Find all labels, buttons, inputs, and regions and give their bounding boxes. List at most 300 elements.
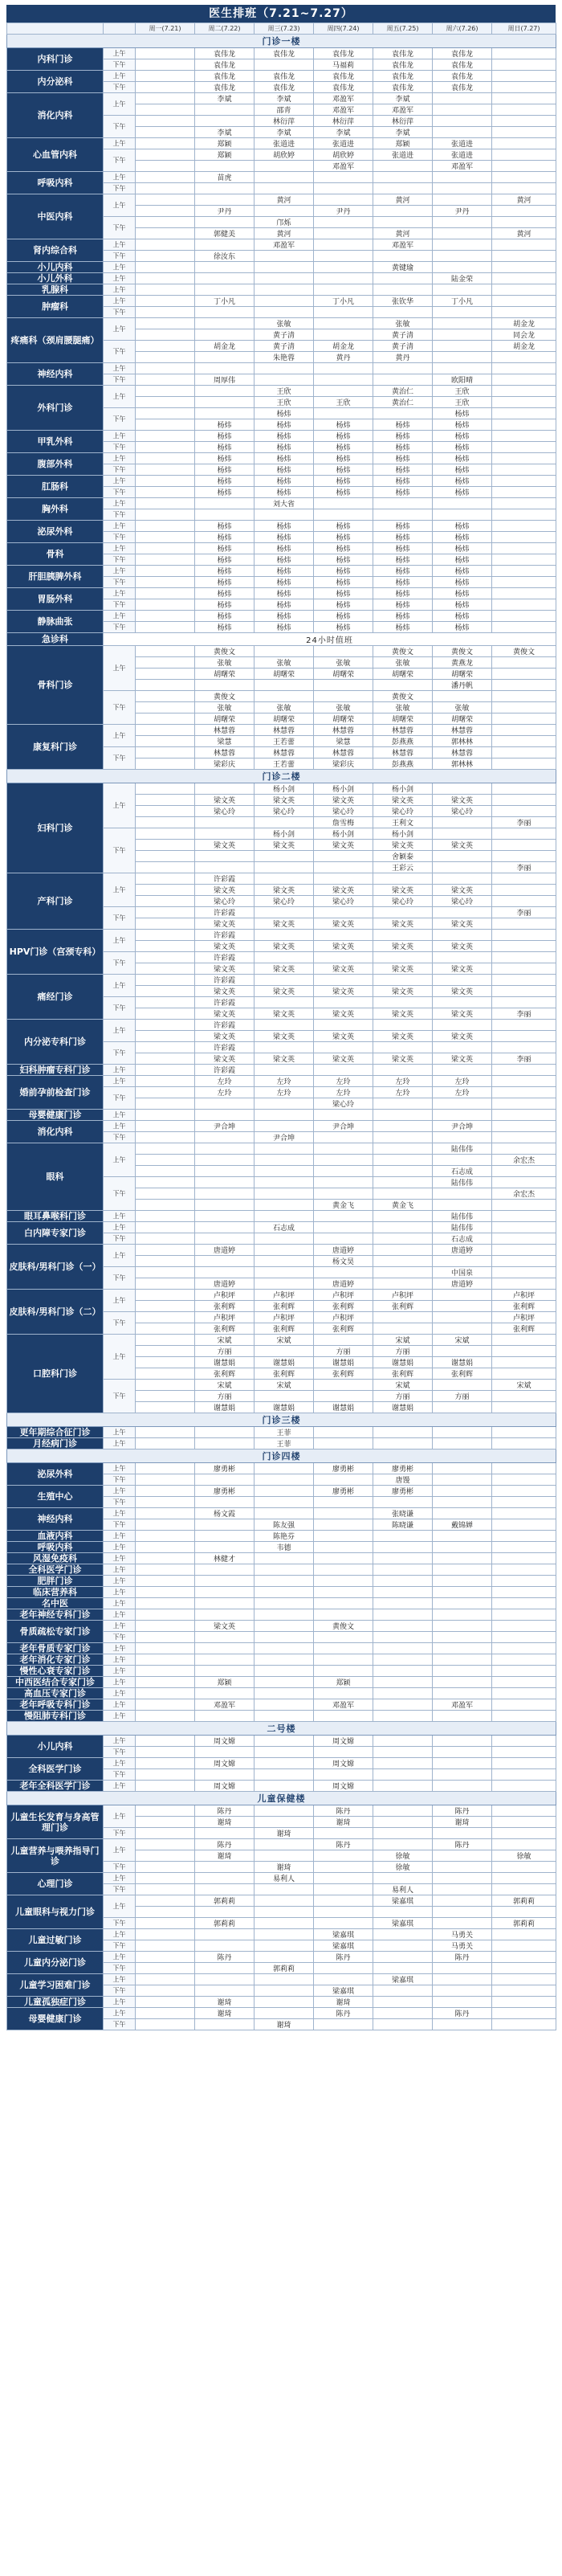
doctor-cell [433, 341, 492, 352]
doctor-cell [195, 352, 255, 363]
doctor-cell [373, 1929, 433, 1940]
table-row [7, 2008, 556, 2019]
doctor-cell: 梁文英 [433, 963, 492, 975]
period-label: 上午 [104, 48, 136, 59]
doctor-cell [136, 273, 195, 284]
period-label: 下午 [104, 341, 136, 363]
doctor-cell: 陈丹 [433, 1805, 492, 1817]
doctor-cell: 胡曙荣 [255, 714, 314, 725]
doctor-cell [433, 1132, 492, 1143]
doctor-cell [195, 329, 255, 341]
doctor-cell [373, 1805, 433, 1817]
doctor-cell [314, 318, 373, 329]
doctor-cell [136, 1497, 195, 1508]
doctor-cell [433, 1290, 492, 1301]
period-label: 下午 [104, 1177, 136, 1211]
doctor-cell [136, 1053, 195, 1065]
doctor-cell [195, 1929, 255, 1940]
period-label: 下午 [104, 1985, 136, 1997]
doctor-cell [255, 1781, 314, 1792]
period-label: 上午 [104, 588, 136, 599]
doctor-cell [136, 1884, 195, 1895]
doctor-cell [255, 1564, 314, 1576]
doctor-cell: 陈艳芬 [255, 1531, 314, 1542]
doctor-cell [373, 1711, 433, 1722]
doctor-cell [314, 1474, 373, 1486]
table-row [7, 194, 556, 206]
doctor-cell [492, 1839, 556, 1850]
doctor-cell: 尹合坤 [433, 1121, 492, 1132]
doctor-cell [314, 1335, 373, 1346]
doctor-cell [492, 669, 556, 680]
period-label: 上午 [104, 318, 136, 341]
doctor-cell [195, 817, 255, 828]
table-row [7, 1997, 556, 2008]
doctor-cell [492, 588, 556, 599]
doctor-cell: 梁心玲 [314, 1098, 373, 1110]
doctor-cell [492, 1576, 556, 1587]
department-name: 血液内科 [7, 1531, 104, 1542]
doctor-cell [136, 1087, 195, 1098]
doctor-cell [255, 1278, 314, 1290]
doctor-cell [136, 1301, 195, 1312]
doctor-cell [433, 851, 492, 862]
doctor-cell [255, 1391, 314, 1402]
doctor-cell: 陆金荣 [433, 273, 492, 284]
doctor-cell [195, 284, 255, 296]
doctor-cell [255, 307, 314, 318]
doctor-cell [136, 251, 195, 262]
doctor-cell [492, 828, 556, 840]
schedule-sheet [6, 5, 556, 2030]
doctor-cell [136, 183, 195, 194]
doctor-cell [314, 851, 373, 862]
doctor-cell [433, 997, 492, 1008]
doctor-cell [136, 817, 195, 828]
period-label: 上午 [104, 725, 136, 747]
doctor-cell [195, 1985, 255, 1997]
doctor-cell [136, 1781, 195, 1792]
doctor-cell [373, 2008, 433, 2019]
doctor-cell [136, 1508, 195, 1519]
doctor-cell [492, 307, 556, 318]
doctor-cell: 徐敏 [492, 1850, 556, 1862]
doctor-cell [195, 1200, 255, 1211]
doctor-cell [136, 1076, 195, 1087]
doctor-cell [492, 1711, 556, 1722]
doctor-cell [373, 1427, 433, 1438]
doctor-cell [373, 1621, 433, 1632]
table-row [7, 1711, 556, 1722]
period-label: 上午 [104, 873, 136, 907]
doctor-cell: 胡曙荣 [373, 669, 433, 680]
doctor-cell [136, 318, 195, 329]
doctor-cell: 张敏 [255, 657, 314, 669]
period-label: 下午 [104, 2019, 136, 2030]
period-label: 上午 [104, 273, 136, 284]
doctor-cell: 丁小凡 [433, 296, 492, 307]
period-label: 下午 [104, 599, 136, 611]
table-row [7, 1576, 556, 1587]
doctor-cell [255, 1666, 314, 1677]
doctor-cell [433, 1587, 492, 1598]
doctor-cell [195, 1828, 255, 1839]
doctor-cell [492, 1256, 556, 1267]
doctor-cell [314, 273, 373, 284]
doctor-cell [492, 1952, 556, 1963]
doctor-cell [195, 1564, 255, 1576]
doctor-cell: 张道进 [433, 138, 492, 149]
doctor-cell [492, 1940, 556, 1952]
doctor-cell [373, 1531, 433, 1542]
doctor-cell [136, 1132, 195, 1143]
doctor-cell [314, 1042, 373, 1053]
doctor-cell: 左玲 [373, 1076, 433, 1087]
period-label: 上午 [104, 1245, 136, 1267]
doctor-cell [314, 1427, 373, 1438]
table-row [7, 646, 556, 657]
doctor-cell [433, 217, 492, 228]
doctor-cell [492, 680, 556, 691]
doctor-cell: 黄河 [492, 228, 556, 239]
doctor-cell: 张利辉 [373, 1301, 433, 1312]
doctor-cell [195, 1666, 255, 1677]
doctor-cell [136, 1929, 195, 1940]
doctor-cell [373, 1110, 433, 1121]
doctor-cell [195, 194, 255, 206]
doctor-cell: 陈丹 [314, 2008, 373, 2019]
doctor-cell [373, 1688, 433, 1699]
doctor-cell [433, 1312, 492, 1323]
doctor-cell: 梁文英 [373, 1053, 433, 1065]
doctor-cell [136, 1267, 195, 1278]
doctor-cell [136, 747, 195, 758]
doctor-cell [373, 1963, 433, 1974]
table-row [7, 431, 556, 442]
doctor-cell: 许彩霞 [195, 907, 255, 918]
doctor-cell [492, 1110, 556, 1121]
doctor-cell [433, 194, 492, 206]
period-label: 上午 [104, 363, 136, 374]
doctor-cell [314, 1711, 373, 1722]
doctor-cell [433, 691, 492, 702]
doctor-cell [492, 48, 556, 59]
doctor-cell [314, 1110, 373, 1121]
doctor-cell: 梁嘉琪 [373, 1918, 433, 1929]
doctor-cell: 杨炜 [195, 464, 255, 476]
doctor-cell [373, 498, 433, 509]
period-label: 上午 [104, 1609, 136, 1621]
doctor-cell: 郭莉莉 [255, 1963, 314, 1974]
doctor-cell: 林慧蓉 [195, 747, 255, 758]
doctor-cell [314, 329, 373, 341]
doctor-cell: 杨炜 [195, 599, 255, 611]
doctor-cell [492, 1098, 556, 1110]
doctor-cell [136, 657, 195, 669]
doctor-cell: 张敏 [255, 702, 314, 714]
doctor-cell: 梁文英 [314, 918, 373, 930]
doctor-cell [255, 1576, 314, 1587]
doctor-cell: 梁文英 [255, 941, 314, 952]
doctor-cell [255, 1166, 314, 1177]
doctor-cell: 廖勇彬 [314, 1463, 373, 1474]
doctor-cell [255, 646, 314, 657]
doctor-cell [136, 611, 195, 622]
doctor-cell: 许彩霞 [195, 975, 255, 986]
doctor-cell [373, 680, 433, 691]
doctor-cell [314, 1519, 373, 1531]
doctor-cell [255, 1121, 314, 1132]
doctor-cell [433, 1736, 492, 1747]
doctor-cell: 郭健美 [195, 228, 255, 239]
table-row [7, 1121, 556, 1132]
doctor-cell: 黄河 [255, 194, 314, 206]
doctor-cell: 林慧蓉 [373, 747, 433, 758]
department-name: 静脉曲张 [7, 611, 104, 633]
doctor-cell [195, 1598, 255, 1609]
period-label: 上午 [104, 1598, 136, 1609]
doctor-cell: 尹合坤 [195, 1121, 255, 1132]
period-label: 上午 [104, 930, 136, 952]
doctor-cell [136, 1110, 195, 1121]
doctor-cell [255, 1985, 314, 1997]
department-name: 肾内综合科 [7, 239, 104, 262]
doctor-cell [255, 1699, 314, 1711]
department-name: 皮肤科/男科门诊（一） [7, 1245, 104, 1290]
doctor-cell [255, 1907, 314, 1918]
doctor-cell [136, 1519, 195, 1531]
doctor-cell [492, 783, 556, 795]
department-name: 骨质疏松专家门诊 [7, 1621, 104, 1643]
doctor-cell: 袁伟龙 [373, 82, 433, 93]
doctor-cell: 尹丹 [195, 206, 255, 217]
doctor-cell: 胡曙荣 [314, 669, 373, 680]
doctor-cell [314, 498, 373, 509]
doctor-cell: 张利辉 [195, 1368, 255, 1380]
doctor-cell: 邓盈军 [433, 161, 492, 172]
doctor-cell [136, 48, 195, 59]
doctor-cell: 方丽 [433, 1391, 492, 1402]
doctor-cell [136, 397, 195, 408]
doctor-cell: 黄河 [373, 194, 433, 206]
doctor-cell [314, 1632, 373, 1643]
doctor-cell [492, 885, 556, 896]
doctor-cell [373, 307, 433, 318]
doctor-cell: 梁慧 [314, 736, 373, 747]
doctor-cell [433, 183, 492, 194]
doctor-cell: 谢慧娟 [314, 1402, 373, 1413]
doctor-cell [255, 1474, 314, 1486]
doctor-cell: 梁文英 [373, 918, 433, 930]
doctor-cell: 梁文英 [195, 918, 255, 930]
doctor-cell: 宋斌 [492, 1380, 556, 1391]
doctor-cell: 李斌 [373, 127, 433, 138]
period-label: 下午 [104, 307, 136, 318]
doctor-cell: 王欣 [255, 386, 314, 397]
doctor-cell: 张道进 [314, 138, 373, 149]
doctor-cell: 黄子清 [255, 329, 314, 341]
doctor-cell: 左玲 [195, 1076, 255, 1087]
doctor-cell [136, 1576, 195, 1587]
doctor-cell [492, 1020, 556, 1031]
doctor-cell: 左玲 [314, 1087, 373, 1098]
department-name: 神经内科 [7, 1508, 104, 1531]
doctor-cell [314, 1508, 373, 1519]
doctor-cell: 张敏 [433, 702, 492, 714]
department-name: 母婴健康门诊 [7, 1110, 104, 1121]
doctor-cell: 王利文 [373, 817, 433, 828]
doctor-cell [136, 828, 195, 840]
doctor-cell: 杨炜 [195, 611, 255, 622]
doctor-cell [195, 1654, 255, 1666]
doctor-cell [136, 442, 195, 453]
doctor-cell: 唐馒 [373, 1474, 433, 1486]
doctor-cell [373, 1609, 433, 1621]
doctor-cell [433, 1884, 492, 1895]
period-label: 下午 [104, 1474, 136, 1486]
department-name: 肛肠科 [7, 476, 104, 498]
section-header-row [7, 35, 556, 48]
doctor-cell [492, 1666, 556, 1677]
doctor-cell: 黄键瑜 [373, 262, 433, 273]
doctor-cell [492, 82, 556, 93]
department-name: 肝胆胰脾外科 [7, 566, 104, 588]
doctor-cell [255, 2008, 314, 2019]
doctor-cell [136, 669, 195, 680]
doctor-cell [492, 1278, 556, 1290]
doctor-cell [255, 817, 314, 828]
doctor-cell [373, 1121, 433, 1132]
doctor-cell [492, 2019, 556, 2030]
doctor-cell [492, 1368, 556, 1380]
doctor-cell [255, 374, 314, 386]
doctor-cell: 袁伟龙 [433, 59, 492, 71]
doctor-cell [195, 1576, 255, 1587]
doctor-cell: 卢积坪 [255, 1290, 314, 1301]
doctor-cell: 杨炜 [373, 521, 433, 532]
period-label: 上午 [104, 1666, 136, 1677]
department-name: 呼吸内科 [7, 172, 104, 194]
period-label: 上午 [104, 1781, 136, 1792]
doctor-cell [433, 1621, 492, 1632]
doctor-cell [492, 1907, 556, 1918]
doctor-cell [255, 1688, 314, 1699]
table-row [7, 566, 556, 577]
doctor-cell [492, 352, 556, 363]
table-row [7, 1736, 556, 1747]
doctor-cell: 梁文英 [433, 1031, 492, 1042]
table-row [7, 386, 556, 397]
doctor-cell [136, 1873, 195, 1884]
doctor-cell [136, 646, 195, 657]
table-row [7, 1222, 556, 1233]
department-name: 老年骨质专家门诊 [7, 1643, 104, 1654]
doctor-cell [373, 1907, 433, 1918]
department-name: 白内障专家门诊 [7, 1222, 104, 1245]
doctor-cell [492, 464, 556, 476]
doctor-cell [433, 817, 492, 828]
department-name: 口腔科门诊 [7, 1335, 104, 1413]
doctor-cell [373, 408, 433, 419]
doctor-cell: 梁彩庆 [195, 758, 255, 770]
doctor-cell [492, 1132, 556, 1143]
doctor-cell: 胡曙荣 [314, 714, 373, 725]
doctor-cell [373, 1233, 433, 1245]
doctor-cell: 杨炜 [433, 622, 492, 633]
department-name: 妇科门诊 [7, 783, 104, 873]
doctor-cell [195, 1688, 255, 1699]
doctor-cell [492, 1985, 556, 1997]
doctor-cell [373, 1278, 433, 1290]
doctor-cell [136, 1323, 195, 1335]
doctor-cell [433, 1598, 492, 1609]
doctor-cell: 黄金飞 [373, 1200, 433, 1211]
doctor-cell: 邝烁 [255, 217, 314, 228]
doctor-cell: 谢慧娟 [314, 1357, 373, 1368]
department-name: 泌尿外科 [7, 521, 104, 543]
doctor-cell: 袁伟龙 [314, 71, 373, 82]
doctor-cell: 袁伟龙 [195, 48, 255, 59]
doctor-cell [433, 1677, 492, 1688]
doctor-cell [136, 997, 195, 1008]
table-row [7, 1643, 556, 1654]
doctor-cell [255, 1609, 314, 1621]
doctor-cell: 谢慧娟 [195, 1357, 255, 1368]
period-label: 下午 [104, 1380, 136, 1413]
doctor-cell: 梁文英 [433, 1008, 492, 1020]
table-row [7, 1688, 556, 1699]
doctor-cell [492, 1542, 556, 1553]
doctor-cell: 杨炜 [255, 442, 314, 453]
schedule-body [7, 35, 556, 2030]
doctor-cell [492, 296, 556, 307]
table-row [7, 521, 556, 532]
doctor-cell [314, 1211, 373, 1222]
period-label: 上午 [104, 1621, 136, 1632]
department-name: 中西医结合专家门诊 [7, 1677, 104, 1688]
doctor-cell [433, 1688, 492, 1699]
doctor-cell [136, 104, 195, 116]
doctor-cell: 唐道婷 [195, 1278, 255, 1290]
doctor-cell [492, 1929, 556, 1940]
doctor-cell: 杨炜 [373, 464, 433, 476]
doctor-cell [492, 997, 556, 1008]
doctor-cell [433, 1486, 492, 1497]
doctor-cell [373, 1155, 433, 1166]
doctor-cell: 宋斌 [433, 1335, 492, 1346]
doctor-cell [492, 986, 556, 997]
doctor-cell [195, 239, 255, 251]
section-title: 门诊四楼 [7, 1450, 556, 1463]
doctor-cell [492, 941, 556, 952]
doctor-cell [433, 172, 492, 183]
doctor-cell [195, 1519, 255, 1531]
table-row [7, 1654, 556, 1666]
doctor-cell: 梁文英 [373, 1008, 433, 1020]
doctor-cell [433, 1508, 492, 1519]
section-header-row [7, 770, 556, 783]
doctor-cell [255, 1643, 314, 1654]
doctor-cell [255, 296, 314, 307]
day-header: 周日(7.27) [492, 23, 556, 35]
doctor-cell [136, 1621, 195, 1632]
doctor-cell [433, 1155, 492, 1166]
doctor-cell: 梁文英 [195, 1031, 255, 1042]
doctor-cell: 杨炜 [195, 476, 255, 487]
doctor-cell: 许彩霞 [195, 1042, 255, 1053]
doctor-cell: 张利辉 [195, 1301, 255, 1312]
doctor-cell: 方丽 [195, 1346, 255, 1357]
